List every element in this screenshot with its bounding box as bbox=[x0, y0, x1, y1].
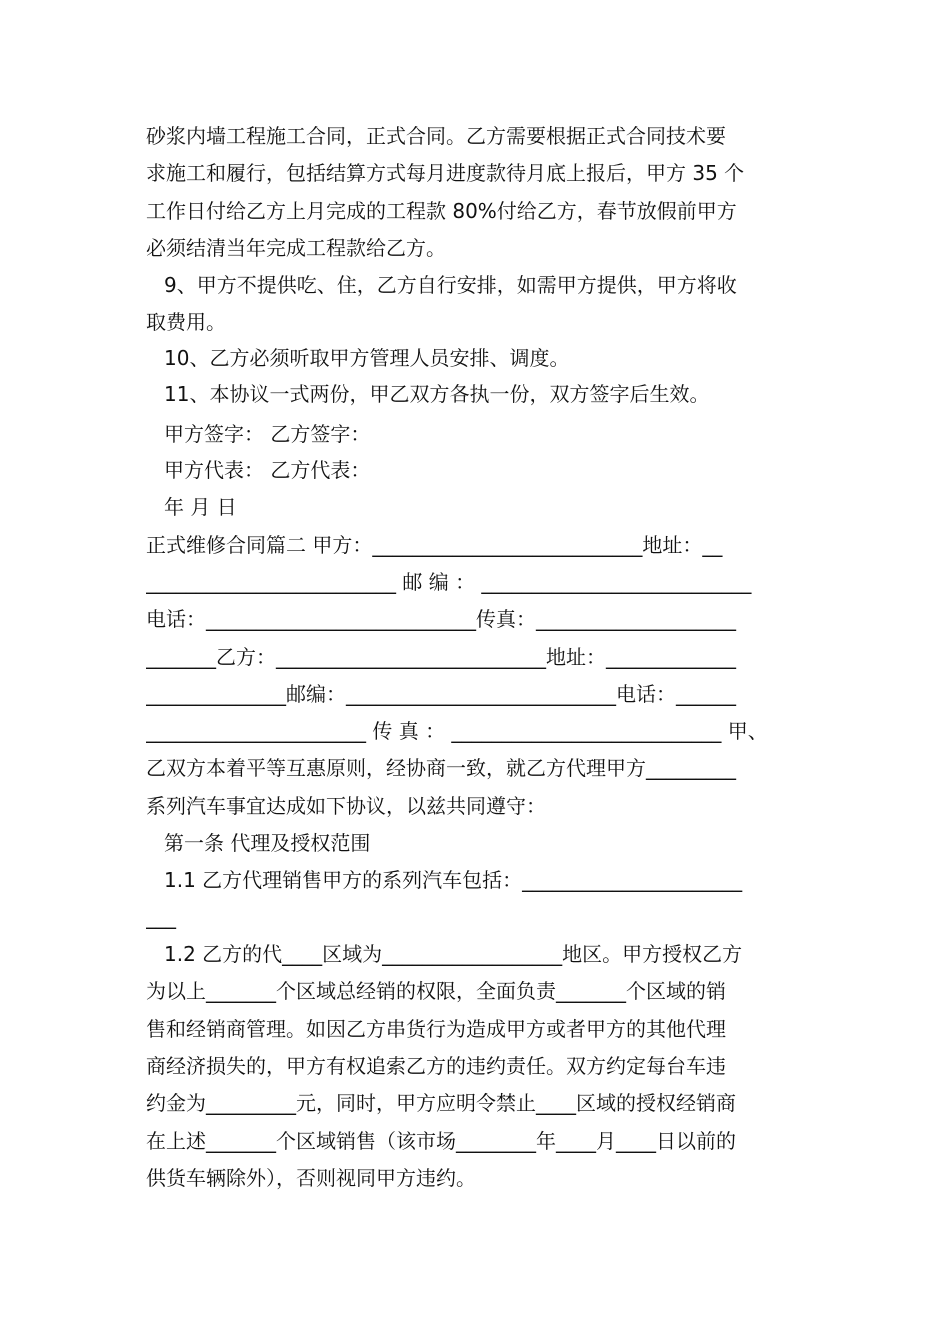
paragraph-line: 必须结清当年完成工程款给乙方。 bbox=[146, 236, 446, 260]
clause-1-1: 1.1 乙方代理销售甲方的系列汽车包括：______________________ bbox=[164, 868, 743, 892]
paragraph-line: 乙双方本着平等互惠原则，经协商一致，就乙方代理甲方_________ bbox=[146, 756, 736, 780]
paragraph-line: 商经济损失的，甲方有权追索乙方的违约责任。双方约定每台车违 bbox=[146, 1054, 726, 1078]
paragraph-line: 砂浆内墙工程施工合同，正式合同。乙方需要根据正式合同技术要 bbox=[146, 124, 726, 148]
paragraph-line: 系列汽车事宜达成如下协议，以兹共同遵守： bbox=[146, 794, 546, 818]
paragraph-line: 约金为_________元，同时，甲方应明令禁止____区域的授权经销商 bbox=[146, 1091, 736, 1115]
clause-10: 10、乙方必须听取甲方管理人员安排、调度。 bbox=[164, 346, 570, 370]
paragraph-line: 为以上_______个区域总经销的权限，全面负责_______个区域的销 bbox=[146, 979, 726, 1003]
form-line: _______乙方：___________________________地址：_____________ bbox=[146, 645, 736, 669]
paragraph-line: 供货车辆除外），否则视同甲方违约。 bbox=[146, 1166, 476, 1190]
date-line: 年 月 日 bbox=[164, 495, 237, 519]
paragraph-line: 求施工和履行，包括结算方式每月进度款待月底上报后，甲方 35 个 bbox=[146, 161, 745, 185]
representative-line: 甲方代表： 乙方代表： bbox=[164, 458, 371, 482]
form-line: _________________________ 邮 编 ： ___________________________ bbox=[146, 570, 752, 594]
section-title-line: 正式维修合同篇二 甲方：___________________________地址：__ bbox=[146, 533, 723, 557]
paragraph-line: 在上述_______个区域销售（该市场________年____月____日以前的 bbox=[146, 1129, 736, 1153]
form-line: ______________________ 传 真 ： ___________________________ 甲、 bbox=[146, 719, 768, 743]
signature-line: 甲方签字： 乙方签字： bbox=[164, 422, 371, 446]
paragraph-line: 工作日付给乙方上月完成的工程款 80%付给乙方，春节放假前甲方 bbox=[146, 199, 737, 223]
article-heading: 第一条 代理及授权范围 bbox=[164, 831, 371, 855]
clause-1-2: 1.2 乙方的代____区域为__________________地区。甲方授权乙方 bbox=[164, 942, 743, 966]
form-line: 电话：___________________________传真：____________________ bbox=[146, 607, 736, 631]
paragraph-line: 取费用。 bbox=[146, 310, 226, 334]
clause-11: 11、本协议一式两份，甲乙双方各执一份，双方签字后生效。 bbox=[164, 382, 710, 406]
form-line: ______________邮编：___________________________电话：______ bbox=[146, 682, 736, 706]
paragraph-line: 售和经销商管理。如因乙方串货行为造成甲方或者甲方的其他代理 bbox=[146, 1017, 726, 1041]
paragraph-line: ___ bbox=[146, 905, 176, 929]
clause-9: 9、甲方不提供吃、住，乙方自行安排，如需甲方提供，甲方将收 bbox=[164, 273, 737, 297]
